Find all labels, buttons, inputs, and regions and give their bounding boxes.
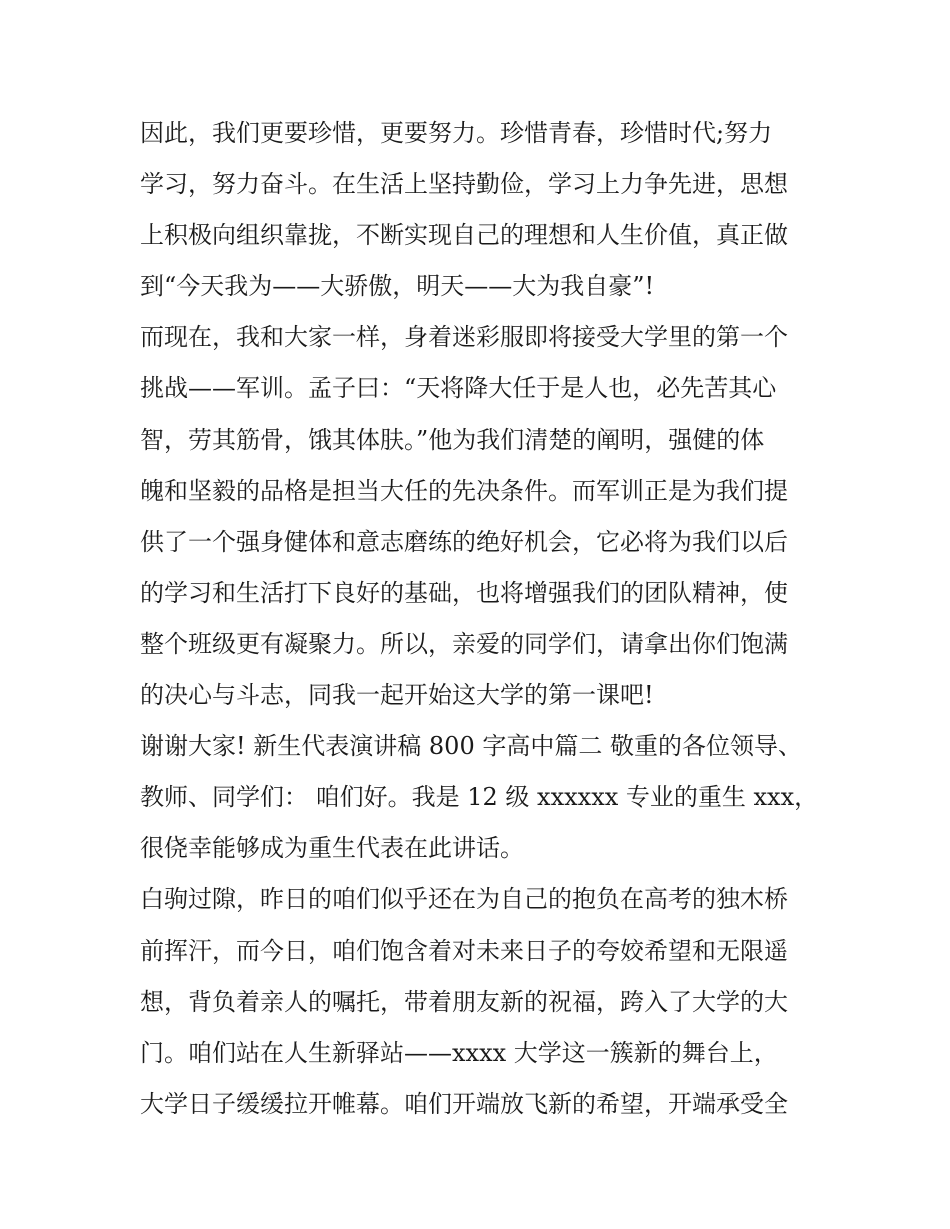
text-line: 到“今天我为——大骄傲，明天——大为我自豪”! — [140, 272, 655, 301]
text-line: 而现在，我和大家一样，身着迷彩服即将接受大学里的第一个 — [140, 323, 788, 352]
text-line: 的决心与斗志，同我一起开始这大学的第一课吧! — [140, 681, 654, 710]
text-line: 智，劳其筋骨，饿其体肤。”他为我们清楚的阐明，强健的体 — [140, 425, 765, 454]
text-line: 谢谢大家! 新生代表演讲稿 800 字高中篇二 敬重的各位领导、 — [140, 732, 802, 761]
text-line: 的学习和生活打下良好的基础，也将增强我们的团队精神，使 — [140, 578, 788, 607]
text-line: 魄和坚毅的品格是担当大任的先决条件。而军训正是为我们提 — [140, 476, 788, 505]
text-line: 学习，努力奋斗。在生活上坚持勤俭，学习上力争先进，思想 — [140, 170, 788, 199]
text-line: 门。咱们站在人生新驿站——xxxx 大学这一簇新的舞台上， — [140, 1038, 778, 1067]
text-line: 大学日子缓缓拉开帷幕。咱们开端放飞新的希望，开端承受全 — [140, 1089, 788, 1118]
text-line: 前挥汗，而今日，咱们饱含着对未来日子的夸姣希望和无限遥 — [140, 936, 788, 965]
body-text — [140, 108, 820, 1130]
text-line: 教师、同学们： 咱们好。我是 12 级 xxxxxx 专业的重生 xxx， — [140, 783, 819, 812]
text-line: 想，背负着亲人的嘱托，带着朋友新的祝福，跨入了大学的大 — [140, 987, 788, 1016]
text-line: 供了一个强身健体和意志磨练的绝好机会，它必将为我们以后 — [140, 527, 788, 556]
text-line: 白驹过隙，昨日的咱们似乎还在为自己的抱负在高考的独木桥 — [140, 885, 788, 914]
text-line: 上积极向组织靠拢，不断实现自己的理想和人生价值，真正做 — [140, 221, 788, 250]
text-line: 因此，我们更要珍惜，更要努力。珍惜青春，珍惜时代;努力 — [140, 119, 773, 147]
text-line: 整个班级更有凝聚力。所以，亲爱的同学们，请拿出你们饱满 — [140, 629, 788, 658]
text-line: 挑战——军训。孟子曰：“天将降大任于是人也，必先苦其心 — [140, 374, 777, 403]
text-line: 很侥幸能够成为重生代表在此讲话。 — [140, 834, 524, 863]
